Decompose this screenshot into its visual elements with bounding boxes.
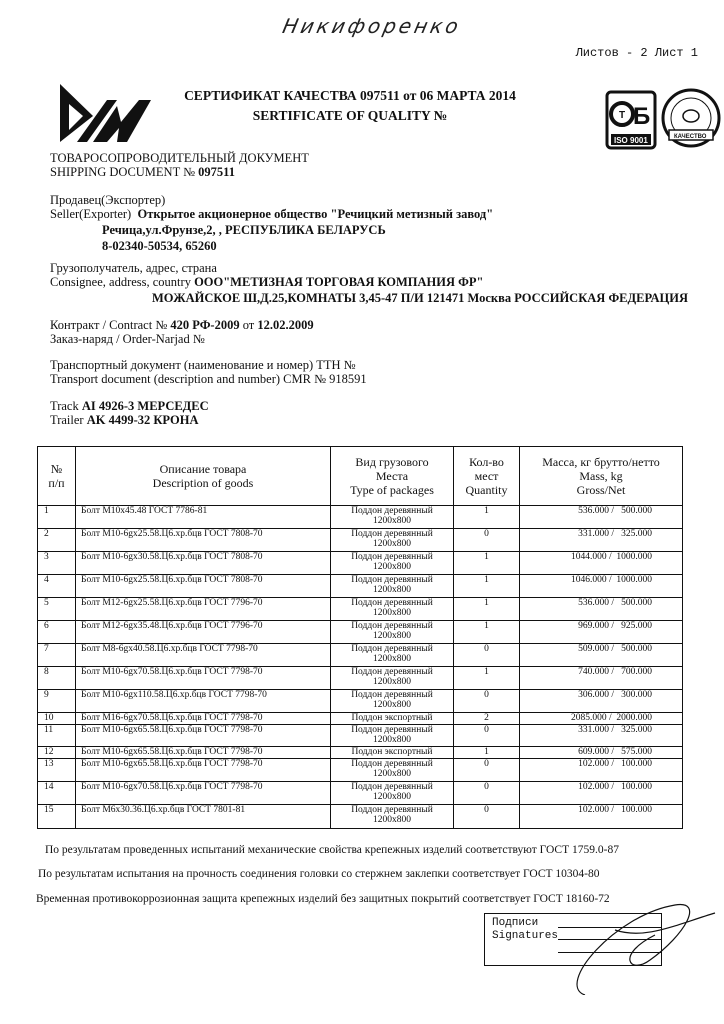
row-mass: 331.000 / 325.000	[520, 725, 683, 747]
certification-logos	[605, 86, 723, 152]
row-number: 1	[38, 506, 76, 529]
trailer-line	[50, 413, 209, 427]
row-quantity: 0	[454, 690, 520, 713]
table-row	[38, 747, 683, 759]
svg-text:T: T	[619, 110, 626, 121]
transport-section	[50, 358, 367, 386]
package-type-line-1: Поддон деревянный	[351, 805, 433, 815]
row-mass: 1046.000 / 1000.000	[520, 575, 683, 598]
row-number: 5	[38, 598, 76, 621]
row-description: Болт М10-6gх25.58.Ц6.хр.бцв ГОСТ 7808-70	[76, 575, 331, 598]
row-number: 3	[38, 552, 76, 575]
row-description: Болт М12-6gх35.48.Ц6.хр.бцв ГОСТ 7796-70	[76, 621, 331, 644]
consignee-address: МОЖАЙСКОЕ Ш,Д.25,КОМНАТЫ 3,45-47 П/И 121471 Москва РОССИЙСКАЯ ФЕДЕРАЦИЯ	[152, 291, 688, 305]
package-type-line-2: 1200х800	[373, 516, 411, 526]
seller-label-ru: Продавец(Экспортер)	[50, 193, 166, 207]
signatures-label-ru: Подписи	[492, 917, 539, 929]
row-mass: 102.000 / 100.000	[520, 805, 683, 829]
sheets-info: Листов - 2 Лист 1	[575, 46, 698, 60]
table-header-row	[38, 447, 683, 506]
row-description: Болт М10х45.48 ГОСТ 7786-81	[76, 506, 331, 529]
track-label: Track	[50, 399, 82, 413]
header-num: № п/п	[38, 447, 76, 506]
row-description: Болт М10-6gх70.58.Ц6.хр.бцв ГОСТ 7798-70	[76, 667, 331, 690]
signatures-label-en: Signatures	[492, 930, 559, 942]
row-mass: 102.000 / 100.000	[520, 782, 683, 805]
package-type-line-2: 1200х800	[373, 608, 411, 618]
package-type-line-1: Поддон экспортный	[351, 713, 433, 723]
package-type-line-2: 1200х800	[373, 631, 411, 641]
shipping-doc-number: 097511	[198, 165, 235, 179]
contract-date-label: от	[239, 318, 258, 332]
row-package-type	[331, 690, 454, 713]
row-mass: 969.000 / 925.000	[520, 621, 683, 644]
goods-table-body	[38, 506, 683, 829]
row-number: 13	[38, 759, 76, 782]
row-mass: 509.000 / 500.000	[520, 644, 683, 667]
seller-label-en: Seller(Exporter)	[50, 207, 132, 221]
row-number: 12	[38, 747, 76, 759]
row-number: 15	[38, 805, 76, 829]
row-number: 2	[38, 529, 76, 552]
stb-logo-icon	[607, 92, 655, 148]
row-quantity: 0	[454, 759, 520, 782]
package-type-line-1: Поддон деревянный	[351, 529, 433, 539]
row-quantity: 1	[454, 575, 520, 598]
consignee-name: ООО"МЕТИЗНАЯ ТОРГОВАЯ КОМПАНИЯ ФР"	[194, 275, 484, 289]
row-description: Болт М10-6gх70.58.Ц6.хр.бцв ГОСТ 7798-70	[76, 782, 331, 805]
package-type-line-1: Поддон деревянный	[351, 575, 433, 585]
package-type-line-2: 1200х800	[373, 700, 411, 710]
row-quantity: 0	[454, 782, 520, 805]
contract-section	[50, 318, 314, 346]
package-type-line-2: 1200х800	[373, 677, 411, 687]
row-mass: 2085.000 / 2000.000	[520, 713, 683, 725]
transport-label-en: Transport document (description and number) CMR № 918591	[50, 372, 367, 386]
seller-address: Речица,ул.Фрунзе,2, , РЕСПУБЛИКА БЕЛАРУСЬ	[102, 223, 386, 237]
shipping-doc-en	[50, 165, 309, 179]
row-number: 6	[38, 621, 76, 644]
conclusion-3: Временная противокоррозионная защита крепежных изделий без защитных покрытий соответствует ГОСТ 18160-72	[36, 893, 610, 905]
certificate-title-en: SERTIFICATE OF QUALITY №	[252, 108, 448, 123]
contract-label: Контракт / Contract №	[50, 318, 171, 332]
contract-number: 420 РФ-2009	[170, 318, 240, 332]
table-row	[38, 690, 683, 713]
row-description: Болт М10-6gх65.58.Ц6.хр.бцв ГОСТ 7798-70	[76, 747, 331, 759]
transport-label-ru: Транспортный документ (наименование и номер) ТТН №	[50, 358, 356, 372]
row-package-type	[331, 506, 454, 529]
row-description: Болт М10-6gх110.58.Ц6.хр.бцв ГОСТ 7798-70	[76, 690, 331, 713]
row-description: Болт М8-6gх40.58.Ц6.хр.бцв ГОСТ 7798-70	[76, 644, 331, 667]
quality-belarus-logo-icon	[663, 90, 719, 146]
trailer-label: Trailer	[50, 413, 87, 427]
row-mass: 1044.000 / 1000.000	[520, 552, 683, 575]
row-package-type	[331, 529, 454, 552]
table-row	[38, 529, 683, 552]
trailer-value: AK 4499-32 КРОНА	[86, 413, 199, 427]
table-row	[38, 713, 683, 725]
row-package-type	[331, 782, 454, 805]
row-quantity: 1	[454, 621, 520, 644]
row-package-type	[331, 713, 454, 725]
package-type-line-1: Поддон деревянный	[351, 552, 433, 562]
row-package-type	[331, 759, 454, 782]
handwritten-note: Никифоренко	[280, 14, 464, 38]
row-quantity: 0	[454, 725, 520, 747]
package-type-line-2: 1200х800	[373, 539, 411, 549]
row-mass: 102.000 / 100.000	[520, 759, 683, 782]
row-description: Болт М10-6gх25.58.Ц6.хр.бцв ГОСТ 7808-70	[76, 529, 331, 552]
row-mass: 536.000 / 500.000	[520, 506, 683, 529]
row-quantity: 0	[454, 805, 520, 829]
seller-line	[50, 207, 493, 221]
package-type-line-1: Поддон деревянный	[351, 725, 433, 735]
table-row	[38, 667, 683, 690]
row-package-type	[331, 644, 454, 667]
table-row	[38, 782, 683, 805]
package-type-line-2: 1200х800	[373, 562, 411, 572]
package-type-line-2: 1200х800	[373, 792, 411, 802]
table-row	[38, 575, 683, 598]
row-number: 10	[38, 713, 76, 725]
conclusion-2: По результатам испытания на прочность соединения головки со стержнем заклепки соответствует ГОСТ 10304-80	[38, 868, 600, 880]
contract-line	[50, 318, 314, 332]
package-type-line-1: Поддон деревянный	[351, 690, 433, 700]
row-number: 4	[38, 575, 76, 598]
seller-name: Открытое акционерное общество "Речицкий метизный завод"	[137, 207, 494, 221]
shipping-document-section	[50, 151, 309, 179]
table-row	[38, 598, 683, 621]
header-quantity: Кол-во мест Quantity	[454, 447, 520, 506]
order-line: Заказ-наряд / Order-Narjad №	[50, 332, 205, 346]
package-type-line-2: 1200х800	[373, 735, 411, 745]
row-mass: 536.000 / 500.000	[520, 598, 683, 621]
package-type-line-2: 1200х800	[373, 654, 411, 664]
seller-section	[50, 193, 493, 253]
track-value: AI 4926-3 МЕРСЕДЕС	[81, 399, 209, 413]
package-type-line-2: 1200х800	[373, 585, 411, 595]
package-type-line-2: 1200х800	[373, 815, 411, 825]
track-line	[50, 399, 209, 413]
row-quantity: 1	[454, 552, 520, 575]
shipping-doc-ru: ТОВАРОСОПРОВОДИТЕЛЬНЫЙ ДОКУМЕНТ	[50, 151, 309, 165]
vehicle-section	[50, 399, 209, 427]
package-type-line-1: Поддон экспортный	[351, 747, 433, 757]
row-mass: 306.000 / 300.000	[520, 690, 683, 713]
handwritten-signature-icon	[555, 895, 724, 995]
table-row	[38, 805, 683, 829]
consignee-label-en: Consignee, address, country	[50, 275, 191, 289]
row-package-type	[331, 805, 454, 829]
row-quantity: 1	[454, 747, 520, 759]
row-number: 14	[38, 782, 76, 805]
row-number: 9	[38, 690, 76, 713]
consignee-line	[50, 275, 688, 289]
row-quantity: 1	[454, 667, 520, 690]
package-type-line-1: Поддон деревянный	[351, 782, 433, 792]
seller-phone: 8-02340-50534, 65260	[102, 239, 217, 253]
row-quantity: 2	[454, 713, 520, 725]
row-quantity: 0	[454, 644, 520, 667]
svg-text:Б: Б	[633, 103, 651, 130]
conclusion-1: По результатам проведенных испытаний механические свойства крепежных изделий соответствуют ГОСТ 1759.0-87	[45, 844, 619, 856]
header-mass: Масса, кг брутто/нетто Mass, kg Gross/Net	[520, 447, 683, 506]
row-number: 8	[38, 667, 76, 690]
row-package-type	[331, 747, 454, 759]
row-description: Болт М10-6gх65.58.Ц6.хр.бцв ГОСТ 7798-70	[76, 759, 331, 782]
row-description: Болт М16-6gх70.58.Ц6.хр.бцв ГОСТ 7798-70	[76, 713, 331, 725]
package-type-line-1: Поддон деревянный	[351, 598, 433, 608]
row-quantity: 0	[454, 529, 520, 552]
row-mass: 740.000 / 700.000	[520, 667, 683, 690]
goods-table	[37, 446, 683, 829]
table-row	[38, 552, 683, 575]
table-row	[38, 506, 683, 529]
consignee-section	[50, 261, 688, 305]
row-number: 7	[38, 644, 76, 667]
row-quantity: 1	[454, 598, 520, 621]
row-description: Болт М12-6gх25.58.Ц6.хр.бцв ГОСТ 7796-70	[76, 598, 331, 621]
row-package-type	[331, 725, 454, 747]
consignee-label-ru: Грузополучатель, адрес, страна	[50, 261, 217, 275]
row-package-type	[331, 667, 454, 690]
table-row	[38, 725, 683, 747]
row-package-type	[331, 575, 454, 598]
row-quantity: 1	[454, 506, 520, 529]
row-package-type	[331, 598, 454, 621]
row-package-type	[331, 552, 454, 575]
package-type-line-1: Поддон деревянный	[351, 759, 433, 769]
package-type-line-2: 1200х800	[373, 769, 411, 779]
row-description: Болт М10-6gх30.58.Ц6.хр.бцв ГОСТ 7808-70	[76, 552, 331, 575]
contract-date: 12.02.2009	[257, 318, 314, 332]
row-description: Болт М6х30.36.Ц6.хр.бцв ГОСТ 7801-81	[76, 805, 331, 829]
package-type-line-1: Поддон деревянный	[351, 621, 433, 631]
svg-text:КАЧЕСТВО: КАЧЕСТВО	[674, 134, 707, 140]
row-description: Болт М10-6gх65.58.Ц6.хр.бцв ГОСТ 7798-70	[76, 725, 331, 747]
shipping-doc-label: SHIPPING DOCUMENT №	[50, 165, 199, 179]
row-mass: 609.000 / 575.000	[520, 747, 683, 759]
package-type-line-1: Поддон деревянный	[351, 667, 433, 677]
package-type-line-1: Поддон деревянный	[351, 506, 433, 516]
table-row	[38, 644, 683, 667]
package-type-line-1: Поддон деревянный	[351, 644, 433, 654]
row-number: 11	[38, 725, 76, 747]
certificate-title-ru: СЕРТИФИКАТ КАЧЕСТВА 097511 от 06 МАРТА 2014	[184, 88, 516, 103]
header-description: Описание товара Description of goods	[76, 447, 331, 506]
row-mass: 331.000 / 325.000	[520, 529, 683, 552]
header-package-type: Вид грузового Места Type of packages	[331, 447, 454, 506]
row-package-type	[331, 621, 454, 644]
table-row	[38, 759, 683, 782]
table-row	[38, 621, 683, 644]
svg-text:ISO 9001: ISO 9001	[614, 136, 648, 145]
